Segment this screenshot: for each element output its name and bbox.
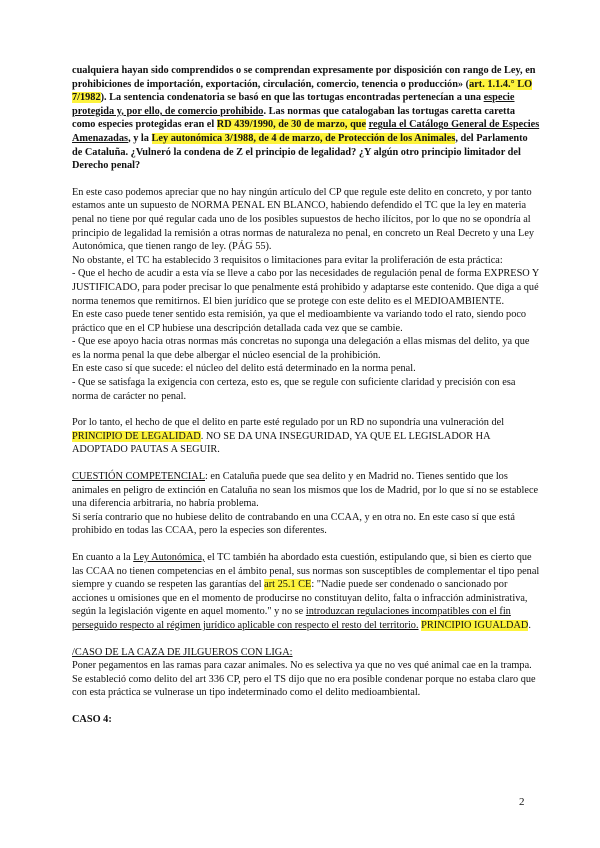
- underlined-text: regula el Catálogo General de Especies Amenazadas: [72, 119, 540, 144]
- underlined-text: introduzcan regulaciones incompatibles con el fin perseguido respecto al régimen jurídico aplicable con respecto el resto del territorio.: [72, 606, 511, 631]
- analysis-paragraph-2: No obstante, el TC ha establecido 3 requisitos o limitaciones para evitar la proliferación de esta práctica:: [72, 254, 503, 266]
- text-run: .: [528, 619, 531, 631]
- text-run: En cuanto a la: [72, 552, 134, 563]
- conclusion-paragraph: [72, 416, 540, 457]
- competencial-paragraph-2: Si sería contrario que no hubiese delito de contrabando en una CCAA, y en otra no. En este caso sí que está prohibido en todas las CCAA, pero la especies son diferentes.: [72, 511, 515, 537]
- text-run: cualquiera hayan sido comprendidos o se comprendan expresamente por disposición con rango de Ley, en prohibiciones de importación, exportación, circulación, comercio, tenencia o producción» (: [72, 65, 536, 90]
- highlighted-text: art. 1.1.4.° LO 7/1982: [72, 78, 533, 104]
- analysis-paragraph-1: En este caso podemos apreciar que no hay ningún artículo del CP que regule este delito en concreto, y por tanto estamos ante un supuesto de NORMA PENAL EN BLANCO, habiendo defendido el TC que la ley en materia penal no tiene por qué regular cada uno de los posibles supuestos de hecho ilícitos, por lo que no se opondría al principio de legalidad la remisión a otras normas de naturaleza no penal, en concreto un Real Decreto y una Ley Autonómica, que tienen rango de ley. (PÁG 55).: [72, 186, 535, 253]
- text-run: Por lo tanto, el hecho de que el delito en parte esté regulado por un RD no supondría una vulneración del: [72, 417, 505, 429]
- highlighted-text: Ley autonómica 3/1988, de 4 de marzo, de Protección de los Animales: [151, 132, 456, 144]
- page-number: 2: [519, 796, 525, 808]
- highlighted-text: PRINCIPIO IGUALDAD: [421, 619, 529, 631]
- underlined-text: Ley Autonómica,: [133, 552, 205, 563]
- underlined-text: especie protegida y, por ello, de comercio prohibido: [72, 92, 515, 117]
- text-run: , y la: [128, 132, 152, 144]
- analysis-paragraph-4: En este caso puede tener sentido esta remisión, ya que el medioambiente va variando todo el rato, siendo poco práctico que en el CP hubiese una descripción detallada cada vez que se cambie.: [72, 309, 527, 334]
- section-heading: CUESTIÓN COMPETENCIAL: [72, 471, 205, 483]
- text-run: . Las normas que catalogaban las tortugas caretta caretta como especies protegidas eran el: [72, 105, 516, 131]
- highlighted-text: RD 439/1990, de 30 de marzo, que: [216, 119, 367, 131]
- requirement-1: - Que el hecho de acudir a esta vía se lleve a cabo por las necesidades de regulación penal de forma EXPRESO Y JUSTIFICADO, para poder precisar lo que penalmente está prohibido y adaptarse este contenido. Que diga a qué norma tenemos que remitirnos. El bien jurídico que se protege con este delito es el MEDIOAMBIENTE.: [72, 268, 539, 307]
- competencial-paragraph: [72, 470, 540, 511]
- requirement-3: - Que se satisfaga la exigencia con certeza, esto es, que se regule con suficiente claridad y precisión con esa norma de carácter no penal.: [72, 377, 516, 402]
- highlighted-text: PRINCIPIO DE LEGALIDAD: [72, 430, 201, 442]
- text-run: el TC también ha abordado esta cuestión, estipulando que, si bien es cierto que las CCAA no tienen competencias en el ámbito penal, sus normas son susceptibles de complementar el tipo penal siempre y cuando se respeten las garantías del: [72, 552, 540, 591]
- text-run: ). La sentencia condenatoria se basó en que las tortugas encontradas pertenecían a una: [100, 92, 484, 104]
- analysis-paragraph-6: En este caso sí que sucede: el núcleo del delito está determinado en la norma penal.: [72, 363, 416, 375]
- text-run: : en Cataluña puede que sea delito y en Madrid no. Tienes sentido que los animales en peligro de extinción en Cataluña no sean los mismos que los de Madrid, por lo que sí no se establece una diferencia arbitraria, no habría problema.: [72, 471, 539, 510]
- jilgueros-paragraph: Poner pegamentos en las ramas para cazar animales. No es selectiva ya que no ves qué animal cae en la trampa. Se estableció como delito del art 336 CP, pero el TS dijo que no era posible condenar porque no estaba claro que con esta práctica se vulnerase un tipo indeterminado como el delito medioambiental.: [72, 660, 536, 699]
- caso4-heading: CASO 4:: [72, 713, 112, 725]
- jilgueros-heading: /CASO DE LA CAZA DE JILGUEROS CON LIGA:: [72, 646, 293, 658]
- document-page: [72, 64, 540, 727]
- text-run: : "Nadie puede ser condenado o sancionado por acciones u omisiones que en el momento de producirse no constituyan delito, falta o infracción administrativa, según la legislación vigente en aquel momento." y no se: [72, 579, 528, 618]
- highlighted-text: art 25.1 CE: [264, 579, 312, 591]
- text-run: . NO SE DA UNA INSEGURIDAD, YA QUE EL LEGISLADOR HA ADOPTADO PAUTAS A SEGUIR.: [72, 430, 490, 456]
- case-statement-paragraph: [72, 64, 540, 173]
- text-run: , del Parlamento de Cataluña. ¿Vulneró la condena de Z el principio de legalidad? ¿Y algún otro principio limitador del Derecho penal?: [72, 132, 528, 172]
- requirement-2: - Que ese apoyo hacia otras normas más concretas no suponga una delegación a ellas mismas del delito, ya que es la norma penal la que debe albergar el núcleo esencial de la prohibición.: [72, 336, 530, 361]
- autonomica-paragraph: [72, 551, 540, 633]
